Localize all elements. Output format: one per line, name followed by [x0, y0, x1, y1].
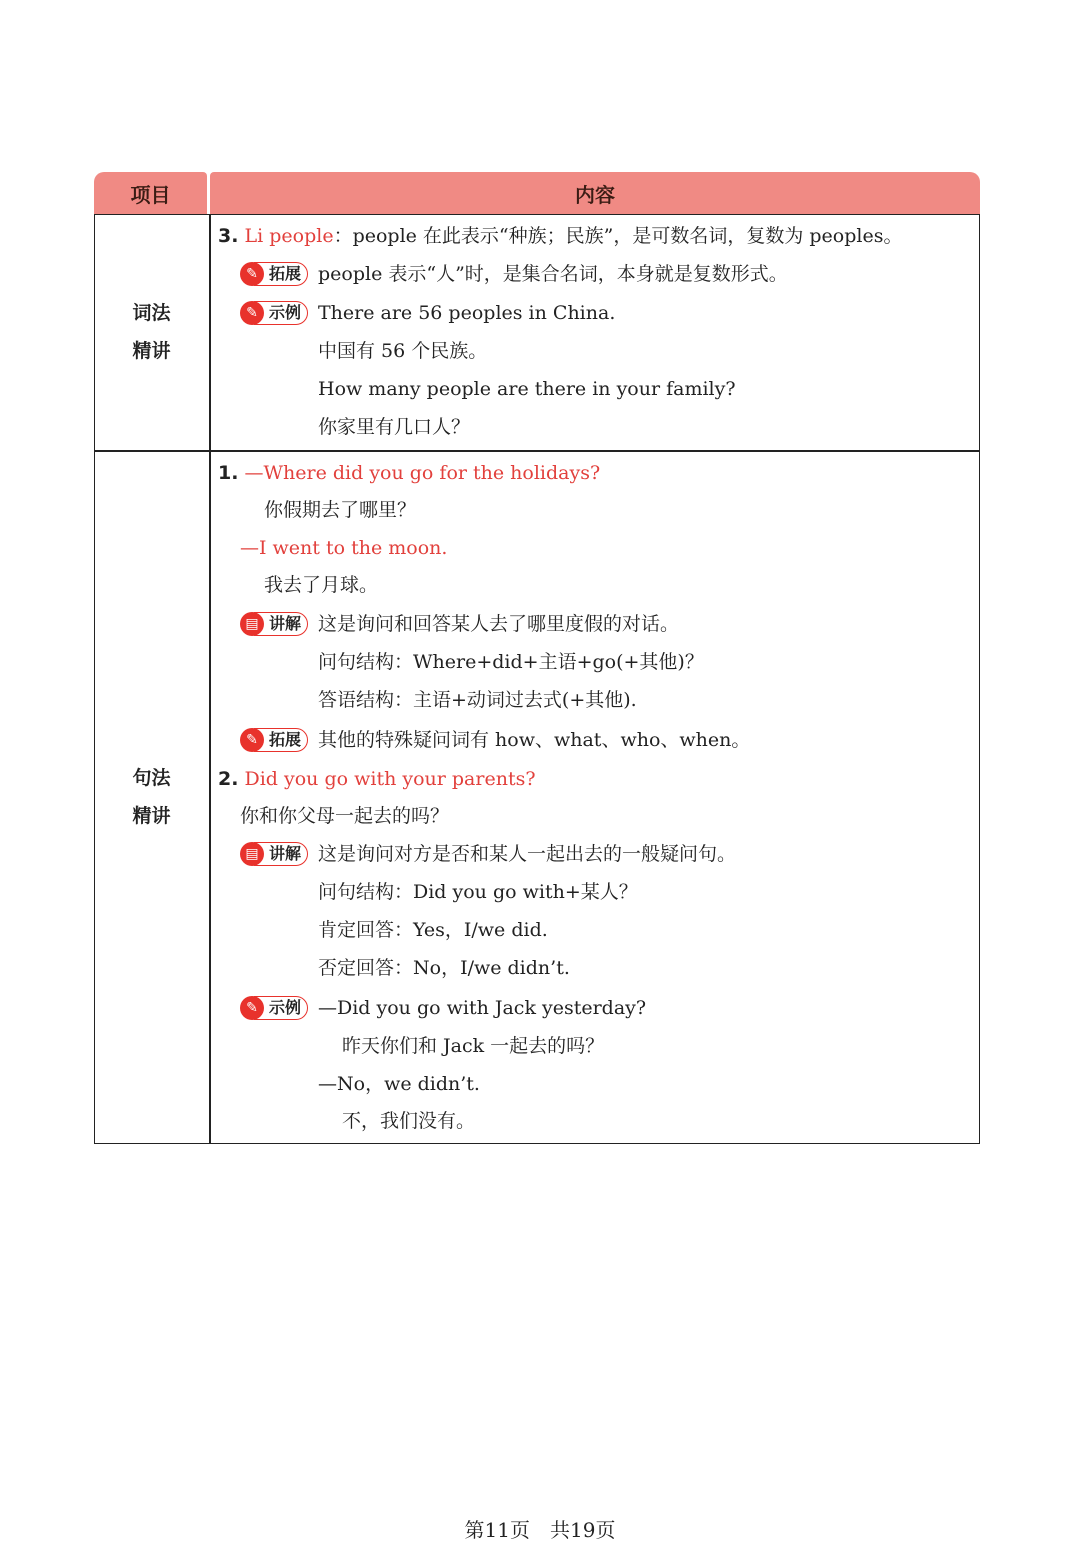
vocab-extend-text: people 表示“人”时，是集合名词，本身就是复数形式。 [318, 263, 788, 285]
row-divider [94, 450, 980, 452]
syntax1-structure-1: 问句结构：Where+did+主语+go(+其他)？ [318, 651, 704, 673]
syntax2-explain-text: 这是询问对方是否和某人一起出去的一般疑问句。 [318, 843, 737, 865]
syntax1-answer-cn: 我去了月球。 [264, 574, 379, 596]
vocab-heading: 3. Li people：people 在此表示“种族；民族”，是可数名词，复数为 peoples。 [218, 225, 903, 247]
syntax2-example-2: 昨天你们和 Jack 一起去的吗？ [342, 1035, 605, 1057]
syntax1-extend-text: 其他的特殊疑问词有 how、what、who、when。 [318, 729, 751, 751]
vocab-example-1: There are 56 peoples in China. [318, 302, 616, 324]
book-icon: ▤ [240, 612, 264, 636]
vocab-example-4: 你家里有几口人？ [318, 416, 471, 438]
syntax1-explain-text: 这是询问和回答某人去了哪里度假的对话。 [318, 613, 680, 635]
badge-example: ✎ 示例 [240, 300, 308, 326]
vocab-example-3: How many people are there in your family? [318, 378, 736, 400]
badge-example: ✎ 示例 [240, 995, 308, 1021]
pencil-icon: ✎ [240, 262, 264, 286]
syntax2-example-3: —No，we didn’t. [318, 1073, 480, 1095]
pencil-icon: ✎ [240, 996, 264, 1020]
badge-explain: ▤ 讲解 [240, 611, 308, 637]
syntax1-question-cn: 你假期去了哪里？ [264, 499, 417, 521]
syntax2-structure-3: 否定回答：No，I/we didn’t. [318, 957, 570, 979]
badge-explain: ▤ 讲解 [240, 841, 308, 867]
header-item: 项目 [94, 172, 207, 214]
syntax1-structure-2: 答语结构：主语+动词过去式(+其他). [318, 689, 637, 711]
syntax2-example-1: —Did you go with Jack yesterday? [318, 997, 647, 1019]
syntax2-structure-2: 肯定回答：Yes，I/we did. [318, 919, 548, 941]
header-content: 内容 [210, 172, 980, 214]
vocab-example-2: 中国有 56 个民族。 [318, 340, 488, 362]
syntax1-answer: —I went to the moon. [240, 537, 448, 559]
pencil-icon: ✎ [240, 301, 264, 325]
page-number: 第11页 共19页 [464, 1518, 616, 1542]
syntax1-question: 1. —Where did you go for the holidays? [218, 462, 601, 484]
pencil-icon: ✎ [240, 728, 264, 752]
badge-extend: ✎ 拓展 [240, 261, 308, 287]
category-vocab: 词法 精讲 [132, 302, 171, 362]
syntax2-example-4: 不，我们没有。 [342, 1110, 476, 1132]
column-divider [209, 214, 211, 1144]
syntax2-structure-1: 问句结构：Did you go with+某人？ [318, 881, 638, 903]
category-syntax: 句法 精讲 [132, 767, 171, 827]
content-table [94, 172, 980, 1144]
book-icon: ▤ [240, 842, 264, 866]
syntax2-question-cn: 你和你父母一起去的吗？ [240, 805, 450, 827]
badge-extend: ✎ 拓展 [240, 727, 308, 753]
syntax2-question: 2. Did you go with your parents? [218, 768, 536, 790]
